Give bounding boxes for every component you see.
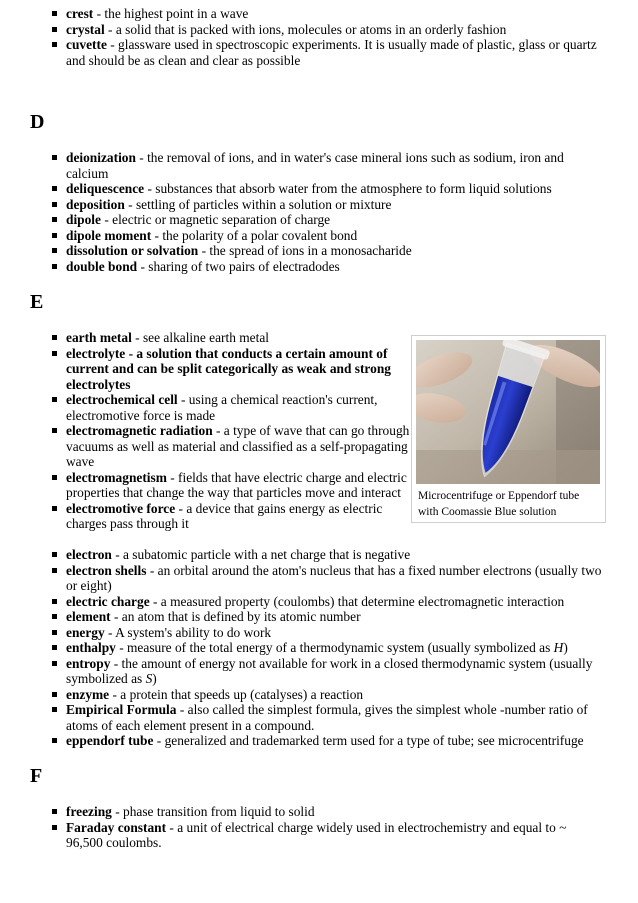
list-item bbox=[0, 640, 610, 656]
definition: - a device that gains energy as electric charges pass through it bbox=[66, 500, 383, 531]
term: Faraday constant bbox=[66, 819, 167, 835]
term: electromagnetic radiation bbox=[66, 423, 213, 438]
term: deionization bbox=[66, 150, 136, 165]
definition: - substances that absorb water from the atmosphere to form liquid solutions bbox=[144, 181, 552, 196]
definition: - fields that have electric charge and electric properties that change the way that particles move and interact bbox=[66, 469, 407, 500]
tube-illustration bbox=[416, 340, 600, 484]
term: dipole moment bbox=[66, 227, 152, 243]
definition: - the spread of ions in a monosacharide bbox=[198, 243, 412, 258]
list-item bbox=[0, 346, 412, 393]
term: element bbox=[66, 609, 111, 624]
list-item bbox=[0, 259, 600, 275]
definition-tail: ) bbox=[152, 671, 157, 686]
term: electron shells bbox=[66, 562, 147, 578]
list-item bbox=[0, 804, 600, 820]
list-item bbox=[0, 243, 600, 259]
list-item bbox=[0, 625, 610, 641]
list-item bbox=[0, 423, 412, 470]
term: electric charge bbox=[66, 593, 150, 609]
term: crystal bbox=[66, 21, 105, 37]
list-item bbox=[0, 501, 412, 532]
definition: - see alkaline earth metal bbox=[131, 330, 269, 345]
term: double bond bbox=[66, 258, 138, 274]
definition: - the removal of ions, and in water's case mineral ions such as sodium, iron and calcium bbox=[66, 150, 564, 181]
term: electromagnetism bbox=[66, 469, 167, 485]
list-item bbox=[0, 392, 412, 423]
section-heading-d: D bbox=[30, 111, 45, 133]
definition: - a subatomic particle with a net charge that is negative bbox=[111, 547, 411, 562]
definition: - a type of wave that can go through vacuums as well as material and classified as a self-propagating wave bbox=[66, 423, 410, 469]
list-item bbox=[0, 22, 600, 38]
list-item bbox=[0, 228, 600, 244]
term: earth metal bbox=[66, 330, 132, 345]
definition: - phase transition from liquid to solid bbox=[111, 804, 315, 819]
list-item bbox=[0, 820, 600, 851]
term: entropy bbox=[66, 655, 111, 671]
definition: - a measured property (coulombs) that determine electromagnetic interaction bbox=[149, 593, 565, 609]
term: dipole bbox=[66, 212, 101, 227]
term: dissolution or solvation bbox=[66, 243, 199, 258]
definition: - an atom that is defined by its atomic number bbox=[110, 609, 361, 624]
definition: - A system's ability to do work bbox=[104, 624, 272, 640]
term: eppendorf tube bbox=[66, 733, 154, 748]
definition: - also called the simplest formula, gives the simplest whole -number ratio of atoms of each element present in a compound. bbox=[66, 702, 588, 733]
figure-eppendorf-tube bbox=[411, 335, 606, 523]
list-item bbox=[0, 656, 610, 687]
term: deliquescence bbox=[66, 181, 145, 196]
section-heading-e: E bbox=[30, 291, 44, 313]
definition: - generalized and trademarked term used for a type of tube; see microcentrifuge bbox=[153, 733, 584, 748]
term: electrolyte - a solution that conducts a certain amount of current and can be split categorically as weak and strong electrolytes bbox=[66, 345, 391, 392]
term: crest bbox=[66, 6, 94, 21]
list-item bbox=[0, 181, 600, 197]
list-item bbox=[0, 609, 610, 625]
term: energy bbox=[66, 624, 105, 640]
definition: - measure of the total energy of a thermodynamic system (usually symbolized as bbox=[115, 640, 554, 655]
term: cuvette bbox=[66, 37, 107, 52]
definition-tail: ) bbox=[563, 640, 568, 655]
list-item bbox=[0, 150, 600, 181]
list-item bbox=[0, 212, 600, 228]
definition: - a solid that is packed with ions, molecules or atoms in an orderly fashion bbox=[104, 21, 507, 37]
glossary-list-e-full bbox=[0, 547, 610, 749]
definition: - using a chemical reaction's current, electromotive force is made bbox=[66, 392, 378, 423]
list-item bbox=[0, 594, 610, 610]
section-heading-f: F bbox=[30, 765, 43, 787]
term: enzyme bbox=[66, 686, 110, 702]
list-item bbox=[0, 687, 610, 703]
glossary-list-d bbox=[0, 150, 600, 274]
term: Empirical Formula bbox=[66, 702, 177, 717]
definition: - an orbital around the atom's nucleus that has a fixed number electrons (usually two or eight) bbox=[66, 562, 602, 593]
definition: - a protein that speeds up (catalyses) a reaction bbox=[109, 686, 364, 702]
term: freezing bbox=[66, 804, 112, 819]
list-item bbox=[0, 733, 610, 749]
list-item bbox=[0, 702, 610, 733]
figure-caption: Microcentrifuge or Eppendorf tube with Coomassie Blue solution bbox=[418, 490, 580, 518]
symbol: H bbox=[553, 640, 564, 655]
list-item bbox=[0, 6, 600, 22]
definition: - a unit of electrical charge widely used in electrochemistry and equal to ~ 96,500 coulombs. bbox=[66, 819, 567, 850]
list-item bbox=[0, 197, 600, 213]
eppendorf-tube-photo bbox=[416, 340, 600, 484]
list-item bbox=[0, 470, 412, 501]
list-item bbox=[0, 547, 610, 563]
term: electromotive force bbox=[66, 500, 176, 516]
definition: - settling of particles within a solution or mixture bbox=[124, 196, 392, 212]
definition: - sharing of two pairs of electradodes bbox=[137, 258, 340, 274]
list-item bbox=[0, 330, 412, 346]
term: electrochemical cell bbox=[66, 392, 178, 407]
definition: - the highest point in a wave bbox=[93, 6, 249, 21]
term: enthalpy bbox=[66, 640, 116, 655]
list-item bbox=[0, 37, 600, 68]
definition: - electric or magnetic separation of charge bbox=[100, 212, 331, 227]
list-item bbox=[0, 563, 610, 594]
definition: - glassware used in spectroscopic experiments. It is usually made of plastic, glass or quartz and should be as clean and clear as possible bbox=[66, 37, 597, 68]
glossary-list-e-wrapped bbox=[0, 330, 412, 532]
glossary-list-c bbox=[0, 6, 600, 68]
symbol: S bbox=[145, 671, 153, 686]
definition: - the amount of energy not available for work in a closed thermodynamic system (usually symbolized as bbox=[66, 655, 593, 686]
glossary-list-f bbox=[0, 804, 600, 851]
definition: - the polarity of a polar covalent bond bbox=[151, 227, 358, 243]
term: deposition bbox=[66, 196, 125, 212]
term: electron bbox=[66, 547, 112, 562]
